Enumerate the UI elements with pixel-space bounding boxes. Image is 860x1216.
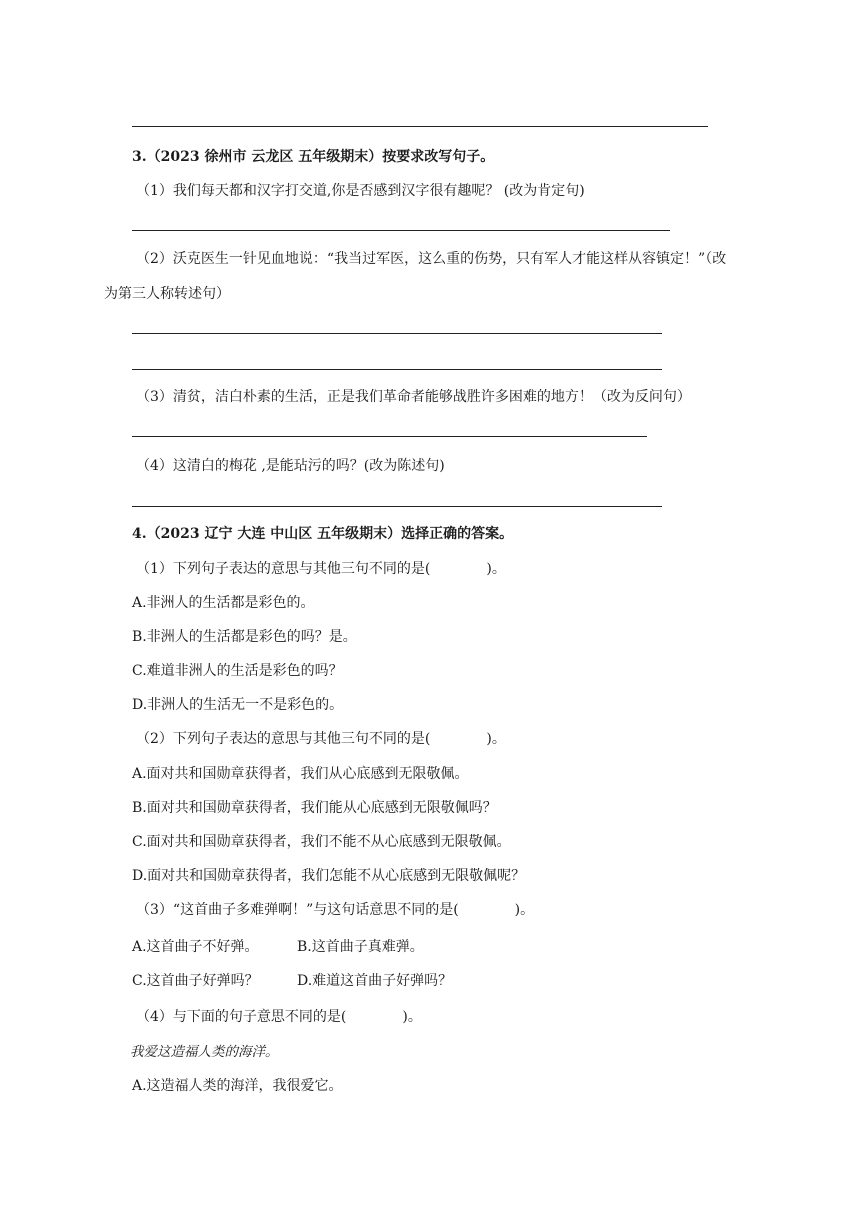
- question-4-3-option-b: B.这首曲子真难弹。: [297, 939, 424, 955]
- question-4-1-stem: （1）下列句子表达的意思与其他三句不同的是( )。: [136, 561, 506, 577]
- question-4-3-stem: （3）“这首曲子多难弹啊！”与这句话意思不同的是( )。: [136, 902, 535, 918]
- question-4-title: 4.（2023 辽宁 大连 中山区 五年级期末）选择正确的答案。: [132, 526, 514, 542]
- question-4-1-option-d: D.非洲人的生活无一不是彩色的。: [132, 697, 344, 713]
- question-4-4-stem: （4）与下面的句子意思不同的是( )。: [136, 1009, 422, 1025]
- answer-line: [132, 436, 647, 437]
- answer-line: [132, 230, 670, 231]
- question-3-title: 3.（2023 徐州市 云龙区 五年级期末）按要求改写句子。: [132, 149, 495, 165]
- question-4-2-option-d: D.面对共和国勋章获得者，我们怎能不从心底感到无限敬佩呢？: [132, 868, 526, 884]
- answer-line: [132, 126, 708, 127]
- question-3-item-2-cont: 为第三人称转述句）: [104, 286, 230, 302]
- answer-line: [132, 333, 662, 334]
- answer-line: [132, 369, 662, 370]
- question-3-item-4: （4）这清白的梅花 ,是能玷污的吗？(改为陈述句): [136, 458, 445, 474]
- question-4-1-option-c: C.难道非洲人的生活是彩色的吗？: [132, 663, 343, 679]
- question-4-3-option-a: A.这首曲子不好弹。: [132, 939, 259, 955]
- question-4-1-option-a: A.非洲人的生活都是彩色的。: [132, 595, 315, 611]
- question-3-item-3: （3）清贫，洁白朴素的生活，正是我们革命者能够战胜许多困难的地方！（改为反问句）: [136, 389, 691, 405]
- question-4-3-option-d: D.难道这首曲子好弹吗？: [297, 973, 453, 989]
- answer-line: [132, 506, 662, 507]
- question-4-2-stem: （2）下列句子表达的意思与其他三句不同的是( )。: [136, 731, 506, 747]
- question-4-2-option-b: B.面对共和国勋章获得者，我们能从心底感到无限敬佩吗？: [132, 800, 497, 816]
- question-4-2-option-c: C.面对共和国勋章获得者，我们不能不从心底感到无限敬佩。: [132, 834, 511, 850]
- question-4-4-option-a: A.这造福人类的海洋，我很爱它。: [132, 1078, 343, 1094]
- question-4-3-option-c: C.这首曲子好弹吗？: [132, 973, 259, 989]
- question-3-item-2: （2）沃克医生一针见血地说：“我当过军医，这么重的伤势，只有军人才能这样从容镇定！”（改: [136, 251, 727, 267]
- question-4-4-sentence: 我爱这造福人类的海洋。: [130, 1044, 279, 1060]
- question-4-2-option-a: A.面对共和国勋章获得者，我们从心底感到无限敬佩。: [132, 766, 469, 782]
- question-3-item-1: （1）我们每天都和汉字打交道,你是否感到汉字很有趣呢？ (改为肯定句): [136, 183, 585, 199]
- question-4-1-option-b: B.非洲人的生活都是彩色的吗？是。: [132, 629, 357, 645]
